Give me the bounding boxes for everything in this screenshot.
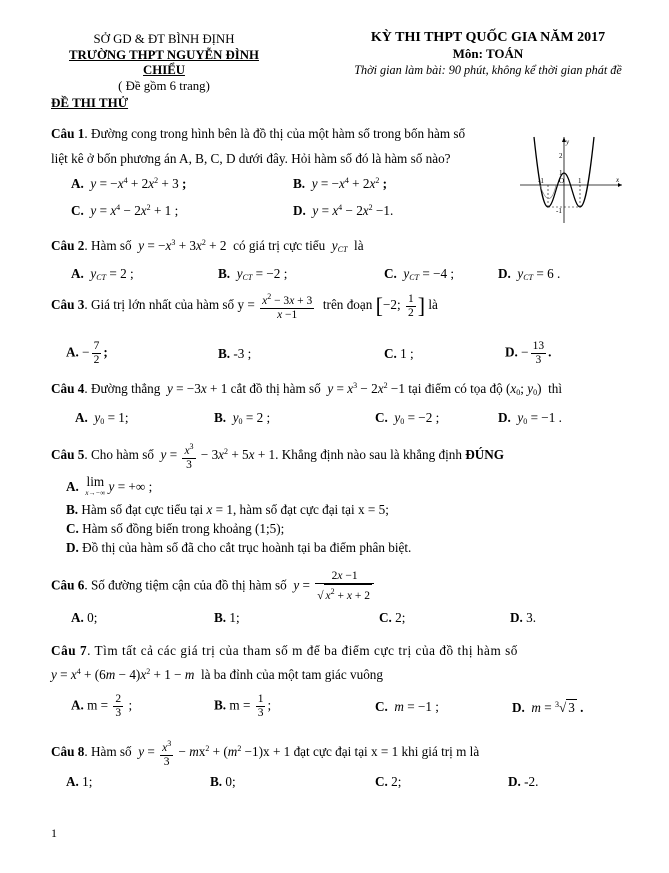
q5-option-c: C. Hàm số đồng biến trong khoảng (1;5); bbox=[66, 521, 285, 536]
label-origin: O bbox=[559, 177, 565, 185]
q1-option-c: C. $y = x^4 - 2x^2 + 1$ ; bbox=[71, 203, 179, 218]
q2-option-c: C. $y_{CT} = -4$ ; bbox=[384, 266, 455, 282]
label-one: 1 bbox=[559, 169, 563, 177]
question-8-label: Câu 8 bbox=[51, 744, 85, 760]
q8-option-a: A. 1; bbox=[66, 774, 93, 789]
question-2: Câu 2. Hàm số $y = -x^3 + 3x^2 + 2$ có giá trị cực tiểu $y_{CT}$ là bbox=[51, 238, 364, 254]
q7-option-d: D. m = $^3$√ 3 . bbox=[512, 700, 584, 715]
q1-option-d: D. $y = x^4 - 2x^2 -1$. bbox=[293, 203, 394, 218]
question-7-label: Câu 7 bbox=[51, 643, 88, 658]
q8-option-b: B. 0; bbox=[210, 774, 236, 789]
q3-option-c: C. 1 ; bbox=[384, 346, 414, 361]
question-1-label: Câu 1 bbox=[51, 126, 85, 141]
question-6-label: Câu 6 bbox=[51, 577, 85, 593]
question-7-line2: $y = x^4 + (6m - 4)x^2 + 1 - m$ là ba đỉnh của một tam giác vuông bbox=[51, 667, 383, 682]
q2-option-b: B. $y_{CT} = -2$ ; bbox=[218, 266, 288, 282]
q3-option-d: D. − $\frac{13}{3}$ . bbox=[505, 340, 552, 366]
label-y: y bbox=[566, 138, 570, 146]
q3-option-a: A. − $\frac{7}{2}$ ; bbox=[66, 340, 108, 366]
department-name: SỞ GD & ĐT BÌNH ĐỊNH bbox=[93, 32, 235, 46]
question-7-line1: Câu 7. Tìm tất cả các giá trị của tham số m để ba điểm cực trị của đồ thị hàm số bbox=[51, 643, 518, 658]
q1-function-graph bbox=[518, 133, 626, 225]
question-3: Câu 3. Giá trị lớn nhất của hàm số y = $\frac{x^2 - 3x + 3}{x -1}$ trên đoạn [−2; $\frac{1}{2}$ ] là bbox=[51, 292, 438, 321]
question-5: Câu 5. Cho hàm số y = $\frac{x^3}{3}$ − $3x^2 + 5x + 1$. Khẳng định nào sau là khẳng định ĐÚNG bbox=[51, 442, 505, 471]
q4-option-c: C. $y_0 = -2$ ; bbox=[375, 410, 440, 426]
header-left bbox=[48, 32, 280, 94]
q6-option-b: B. 1; bbox=[214, 610, 240, 625]
q3-option-b: B. -3 ; bbox=[218, 346, 252, 361]
q8-option-d: D. -2. bbox=[508, 774, 539, 789]
q2-option-d: D. $y_{CT} = 6$ . bbox=[498, 266, 561, 282]
q6-option-d: D. 3. bbox=[510, 610, 537, 625]
q1-option-a: A. $y = -x^4 + 2x^2 + 3$ ; bbox=[71, 176, 187, 191]
q4-option-b: B. $y_0 = 2$ ; bbox=[214, 410, 271, 426]
label-neg-one-x: -1 bbox=[538, 177, 544, 185]
section-title: ĐỀ THI THỬ bbox=[51, 95, 129, 110]
q2-option-a: A. $y_{CT} = 2$ ; bbox=[71, 266, 134, 282]
label-x: x bbox=[616, 176, 620, 184]
q7-option-c: C. m = −1 ; bbox=[375, 699, 439, 714]
exam-title: KỲ THI THPT QUỐC GIA NĂM 2017 bbox=[370, 30, 606, 45]
time-note: Thời gian làm bài: 90 phút, không kể thời gian phát đề bbox=[354, 63, 622, 77]
question-1-line1: Câu 1. Đường cong trong hình bên là đồ thị của một hàm số trong bốn hàm số bbox=[51, 126, 466, 141]
header-right bbox=[350, 30, 626, 78]
school-name: TRƯỜNG THPT NGUYỄN ĐÌNH CHIỂU bbox=[69, 47, 259, 77]
question-3-label: Câu 3 bbox=[51, 297, 85, 313]
question-2-label: Câu 2 bbox=[51, 238, 85, 253]
question-6: Câu 6. Số đường tiệm cận của đồ thị hàm số y = $\frac{2x -1}{√ x^2 + x + 2}$ bbox=[51, 570, 376, 603]
page-number: 1 bbox=[51, 826, 57, 840]
question-1-line2: liệt kê ở bốn phương án A, B, C, D dưới đây. Hỏi hàm số đó là hàm số nào? bbox=[51, 151, 451, 166]
q5-option-d: D. Đồ thị của hàm số đã cho cắt trục hoành tại ba điểm phân biệt. bbox=[66, 540, 412, 555]
q5-option-b: B. Hàm số đạt cực tiểu tại x = 1, hàm số đạt cực đại tại x = 5; bbox=[66, 502, 389, 517]
q7-option-a: A. m = $\frac{2}{3}$ ; bbox=[71, 693, 133, 719]
label-two: 2 bbox=[559, 152, 563, 160]
q1-option-b: B. $y = -x^4 + 2x^2$ ; bbox=[293, 176, 388, 191]
q4-option-a: A. $y_0 = 1$; bbox=[75, 410, 129, 426]
q6-option-a: A. 0; bbox=[71, 610, 98, 625]
q7-option-b: B. m = $\frac{1}{3}$ ; bbox=[214, 693, 272, 719]
q8-option-c: C. 2; bbox=[375, 774, 402, 789]
q4-option-d: D. $y_0 = -1$ . bbox=[498, 410, 562, 426]
label-pos-one-x: 1 bbox=[578, 177, 582, 185]
question-5-label: Câu 5 bbox=[51, 447, 85, 463]
q6-option-c: C. 2; bbox=[379, 610, 406, 625]
question-8: Câu 8. Hàm số y = $\frac{x^3}{3}$ − $mx^2 + (m^2 -1)x + 1$ đạt cực đại tại x = 1 khi giá trị m là bbox=[51, 739, 480, 768]
label-neg-one-y: -1 bbox=[556, 207, 562, 215]
question-4-label: Câu 4 bbox=[51, 381, 85, 396]
page-count-note: ( Đề gồm 6 trang) bbox=[118, 78, 210, 93]
subject: Môn: TOÁN bbox=[452, 46, 524, 61]
q5-option-a: A. lim x→−∞ y = +∞ ; bbox=[66, 474, 153, 497]
question-4: Câu 4. Đường thẳng y = −3x + 1 cắt đồ thị hàm số $y = x^3 - 2x^2 -1$ tại điểm có tọa độ ($x_0$; $y_0$) thì bbox=[51, 381, 563, 397]
